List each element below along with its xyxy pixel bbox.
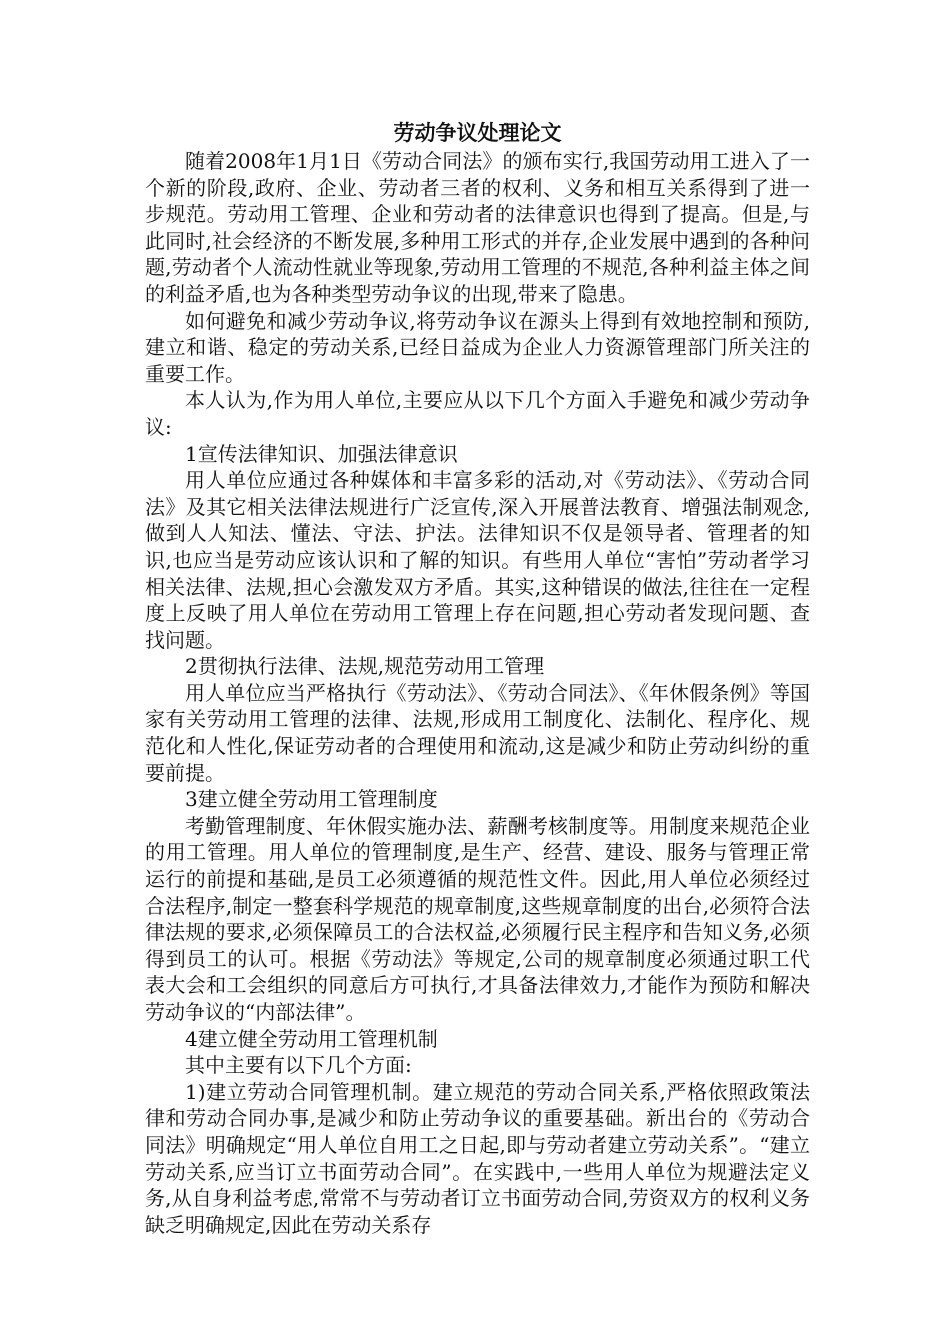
paragraph-approach: 本人认为,作为用人单位,主要应从以下几个方面入手避免和减少劳动争议: bbox=[145, 388, 810, 439]
section-heading-4: 4建立健全劳动用工管理机制 bbox=[185, 1026, 438, 1051]
paragraph-aspects: 其中主要有以下几个方面: bbox=[185, 1053, 412, 1078]
paragraph-legal-knowledge: 用人单位应通过各种媒体和丰富多彩的活动,对《劳动法》、《劳动合同法》及其它相关法律法规进行广泛宣传,深入开展普法教育、增强法制观念,做到人人知法、懂法、守法、护法。法律知识不仅是领导者、管理者的知识,也应当是劳动应该认识和了解的知识。有些用人单位“害怕”劳动者学习相关法律、法规,担心会激发双方矛盾。其实,这种错误的做法,往往在一定程度上反映了用人单位在劳动用工管理上存在问题,担心劳动者发现问题、查找问题。 bbox=[145, 468, 810, 652]
document-title: 劳动争议处理论文 bbox=[393, 120, 562, 145]
paragraph-prevention: 如何避免和减少劳动争议,将劳动争议在源头上得到有效地控制和预防,建立和谐、稳定的劳动关系,已经日益成为企业人力资源管理部门所关注的重要工作。 bbox=[145, 308, 810, 386]
paragraph-management-system: 考勤管理制度、年休假实施办法、薪酬考核制度等。用制度来规范企业的用工管理。用人单位的管理制度,是生产、经营、建设、服务与管理正常运行的前提和基础,是员工必须遵循的规范性文件。因此,用人单位必须经过合法程序,制定一整套科学规范的规章制度,这些规章制度的出台,必须符合法律法规的要求,必须保障员工的合法权益,必须履行民主程序和告知义务,必须得到员工的认可。根据《劳动法》等规定,公司的规章制度必须通过职工代表大会和工会组织的同意后方可执行,才具备法律效力,才能作为预防和解决劳动争议的“内部法律”。 bbox=[145, 813, 810, 1024]
section-heading-1: 1宣传法律知识、加强法律意识 bbox=[185, 441, 458, 466]
paragraph-contract-mechanism: 1)建立劳动合同管理机制。建立规范的劳动合同关系,严格依照政策法律和劳动合同办事,是减少和防止劳动争议的重要基础。新出台的《劳动合同法》明确规定“用人单位自用工之日起,即与劳动者建立劳动关系”。“建立劳动关系,应当订立书面劳动合同”。在实践中,一些用人单位为规避法定义务,从自身利益考虑,常常不与劳动者订立书面劳动合同,劳资双方的权利义务缺乏明确规定,因此在劳动关系存 bbox=[145, 1079, 810, 1237]
paragraph-regulations: 用人单位应当严格执行《劳动法》、《劳动合同法》、《年休假条例》等国家有关劳动用工管理的法律、法规,形成用工制度化、法制化、程序化、规范化和人性化,保证劳动者的合理使用和流动,这是减少和防止劳动纠纷的重要前提。 bbox=[145, 680, 810, 785]
section-heading-2: 2贯彻执行法律、法规,规范劳动用工管理 bbox=[185, 654, 545, 679]
paragraph-intro: 随着2008年1月1日《劳动合同法》的颁布实行,我国劳动用工进入了一个新的阶段,政府、企业、劳动者三者的权利、义务和相互关系得到了进一步规范。劳动用工管理、企业和劳动者的法律意识也得到了提高。但是,与此同时,社会经济的不断发展,多种用工形式的并存,企业发展中遇到的各种问题,劳动者个人流动性就业等现象,劳动用工管理的不规范,各种利益主体之间的利益矛盾,也为各种类型劳动争议的出现,带来了隐患。 bbox=[145, 149, 810, 306]
section-heading-3: 3建立健全劳动用工管理制度 bbox=[185, 787, 438, 812]
document-page bbox=[145, 118, 810, 1238]
